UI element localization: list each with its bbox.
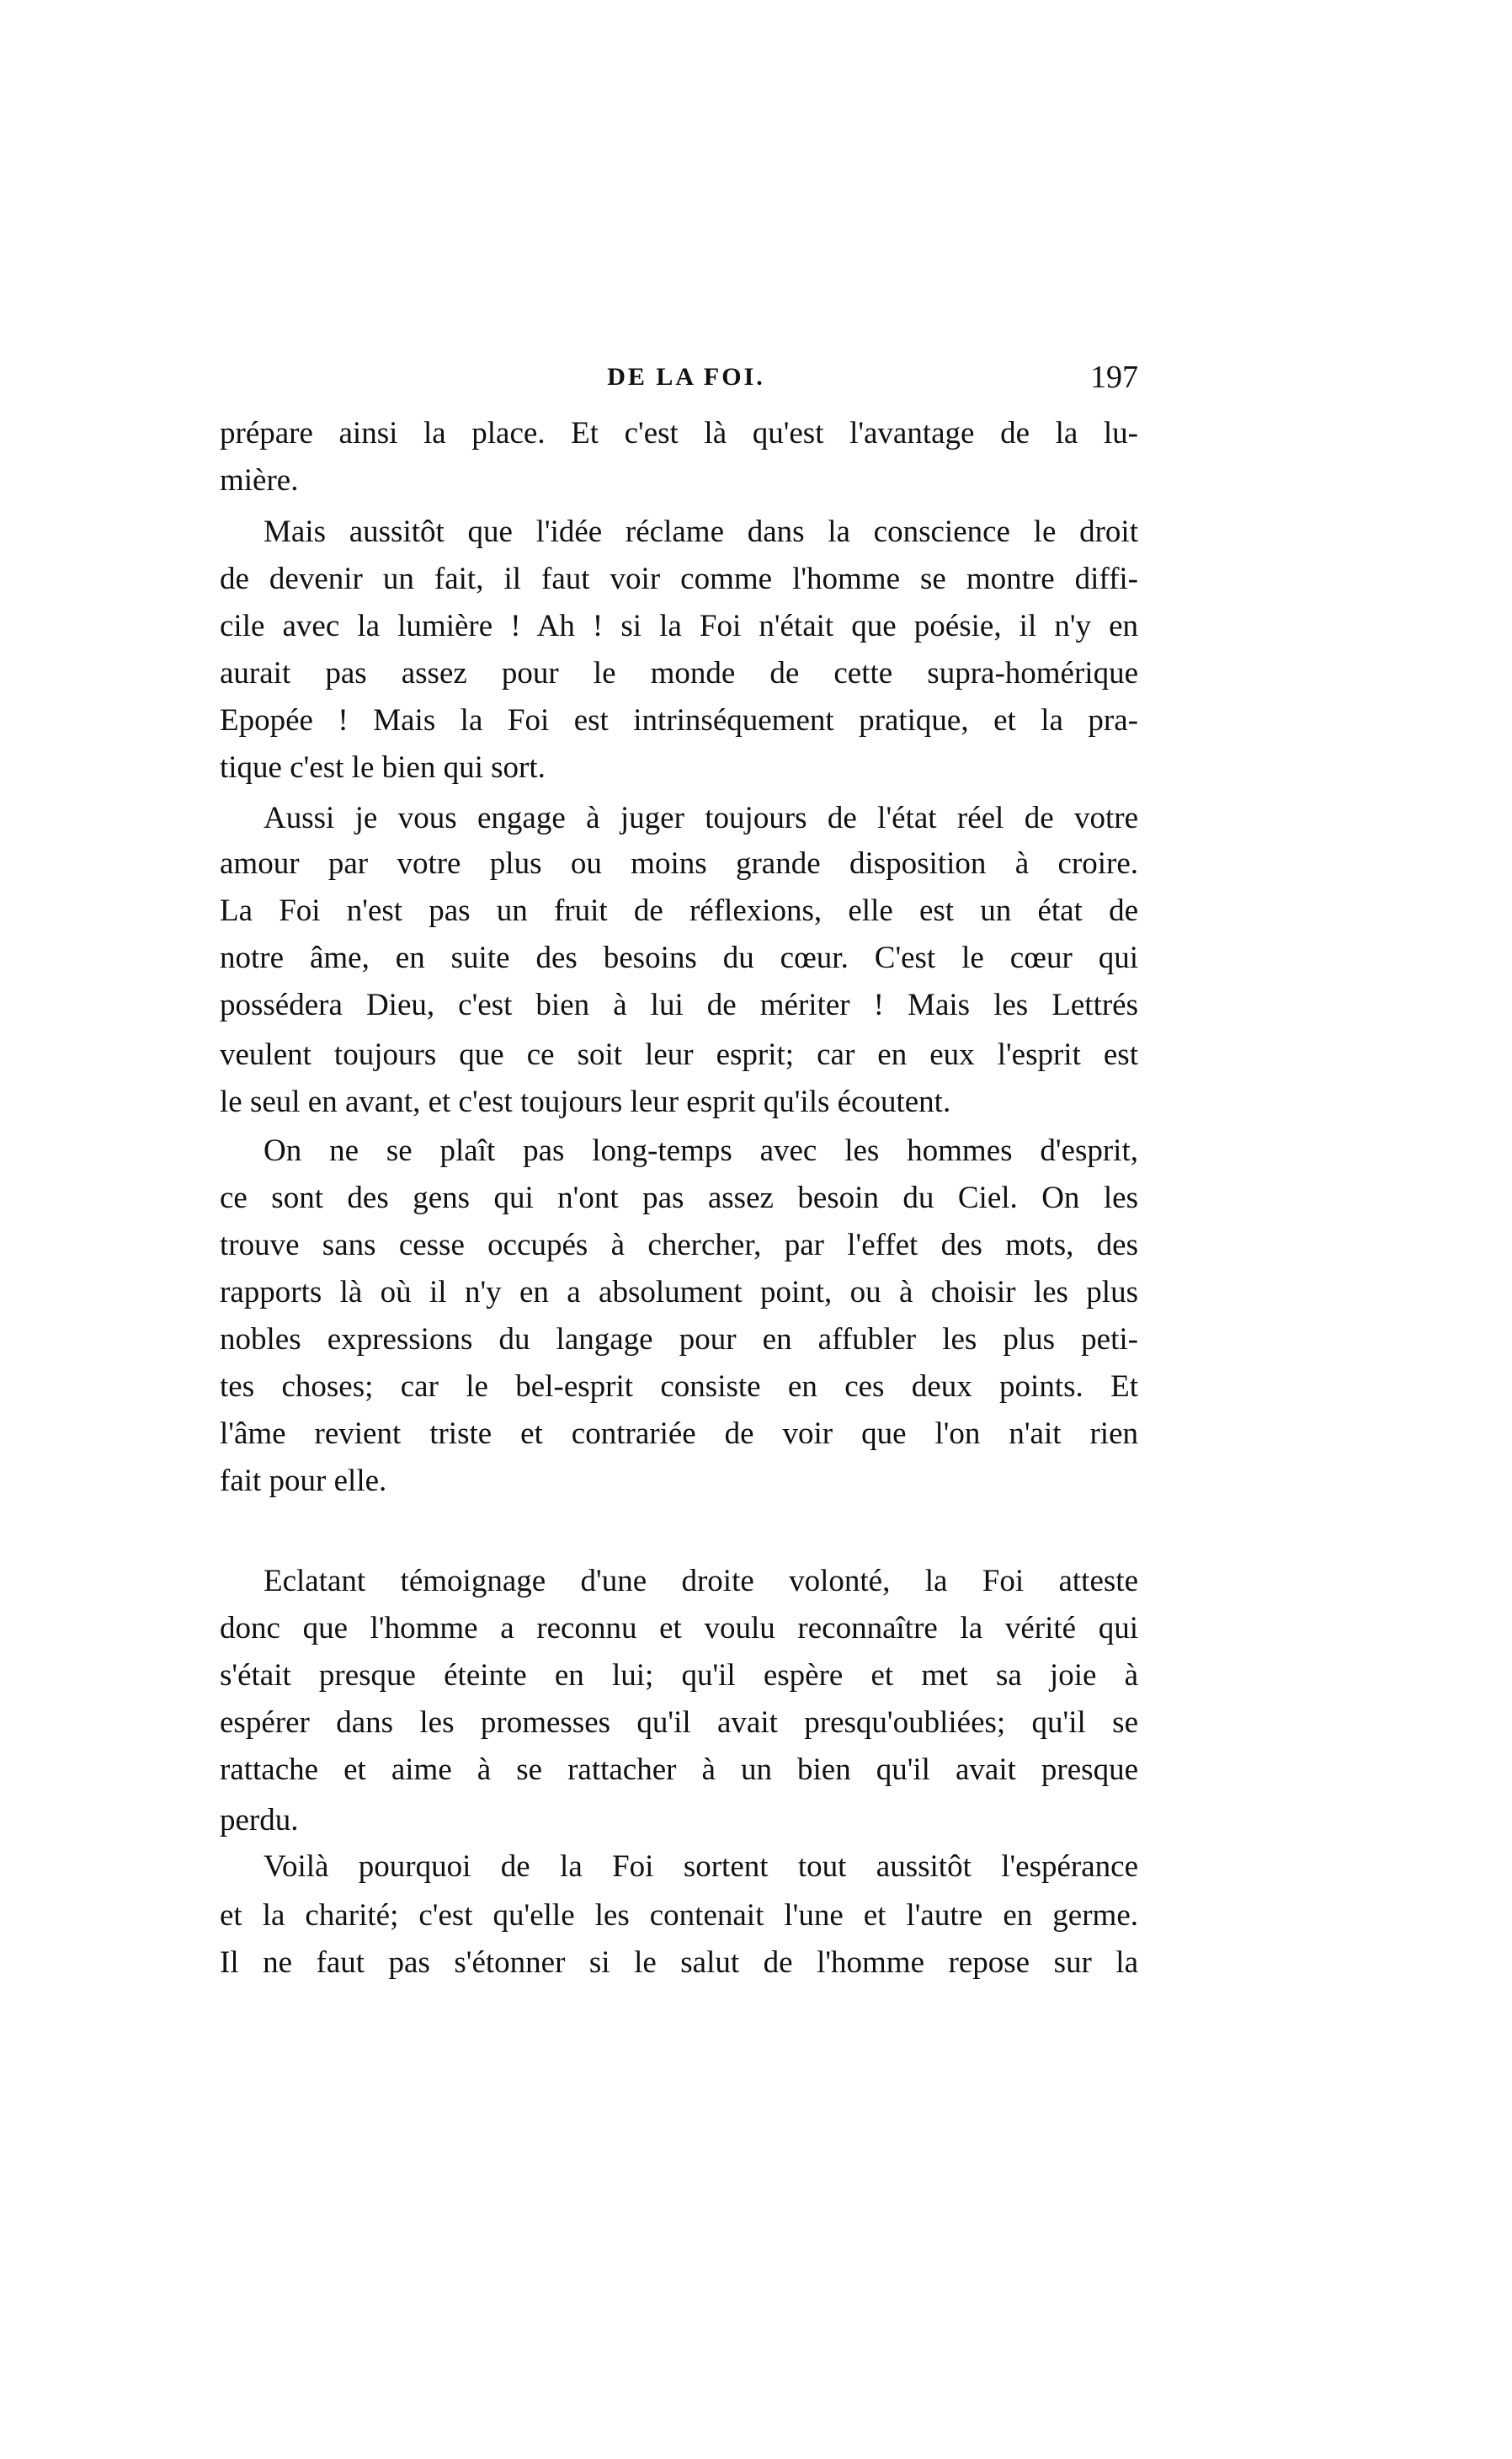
text-line: notre âme, en suite des besoins du cœur. C'est le cœur qui	[220, 941, 1138, 975]
running-title: DE LA FOI.	[607, 363, 765, 391]
text-line: donc que l'homme a reconnu et voulu reconnaître la vérité qui	[220, 1611, 1138, 1646]
text-line: espérer dans les promesses qu'il avait presqu'oubliées; qu'il se	[220, 1705, 1138, 1740]
text-line: Aussi je vous engage à juger toujours de l'état réel de votre	[264, 801, 1138, 835]
text-line: Il ne faut pas s'étonner si le salut de l'homme repose sur la	[220, 1945, 1138, 1980]
text-line: rattache et aime à se rattacher à un bien qu'il avait presque	[220, 1752, 1138, 1787]
text-line: Eclatant témoignage d'une droite volonté, la Foi atteste	[264, 1564, 1138, 1598]
text-line: cile avec la lumière ! Ah ! si la Foi n'était que poésie, il n'y en	[220, 609, 1138, 643]
text-line: amour par votre plus ou moins grande disposition à croire.	[220, 846, 1138, 881]
text-line: tes choses; car le bel-esprit consiste en ces deux points. Et	[220, 1369, 1138, 1404]
text-line: et la charité; c'est qu'elle les contenait l'une et l'autre en germe.	[220, 1898, 1138, 1933]
text-line: perdu.	[220, 1803, 299, 1838]
text-line: de devenir un fait, il faut voir comme l'homme se montre diffi-	[220, 562, 1138, 596]
text-line: aurait pas assez pour le monde de cette supra-homérique	[220, 656, 1138, 691]
text-line: mière.	[220, 463, 299, 498]
text-line: Mais aussitôt que l'idée réclame dans la conscience le droit	[264, 515, 1138, 549]
text-line: trouve sans cesse occupés à chercher, par l'effet des mots, des	[220, 1228, 1138, 1262]
text-line: nobles expressions du langage pour en affubler les plus peti-	[220, 1322, 1138, 1357]
text-line: s'était presque éteinte en lui; qu'il espère et met sa joie à	[220, 1658, 1138, 1693]
text-line: fait pour elle.	[220, 1464, 387, 1498]
text-line: l'âme revient triste et contrariée de voir que l'on n'ait rien	[220, 1416, 1138, 1451]
text-line: Epopée ! Mais la Foi est intrinséquement pratique, et la pra-	[220, 703, 1138, 738]
text-line: veulent toujours que ce soit leur esprit; car en eux l'esprit est	[220, 1037, 1138, 1072]
text-line: le seul en avant, et c'est toujours leur esprit qu'ils écoutent.	[220, 1085, 951, 1119]
text-line: La Foi n'est pas un fruit de réflexions, elle est un état de	[220, 893, 1138, 928]
text-line: rapports là où il n'y en a absolument point, ou à choisir les plus	[220, 1275, 1138, 1310]
text-line: tique c'est le bien qui sort.	[220, 750, 546, 785]
text-line: prépare ainsi la place. Et c'est là qu'est l'avantage de la lu-	[220, 416, 1138, 451]
page-number: 197	[1090, 360, 1138, 395]
text-line: On ne se plaît pas long-temps avec les hommes d'esprit,	[264, 1133, 1138, 1168]
text-line: possédera Dieu, c'est bien à lui de mériter ! Mais les Lettrés	[220, 988, 1138, 1022]
text-line: ce sont des gens qui n'ont pas assez besoin du Ciel. On les	[220, 1181, 1138, 1215]
text-line: Voilà pourquoi de la Foi sortent tout aussitôt l'espérance	[264, 1849, 1138, 1884]
